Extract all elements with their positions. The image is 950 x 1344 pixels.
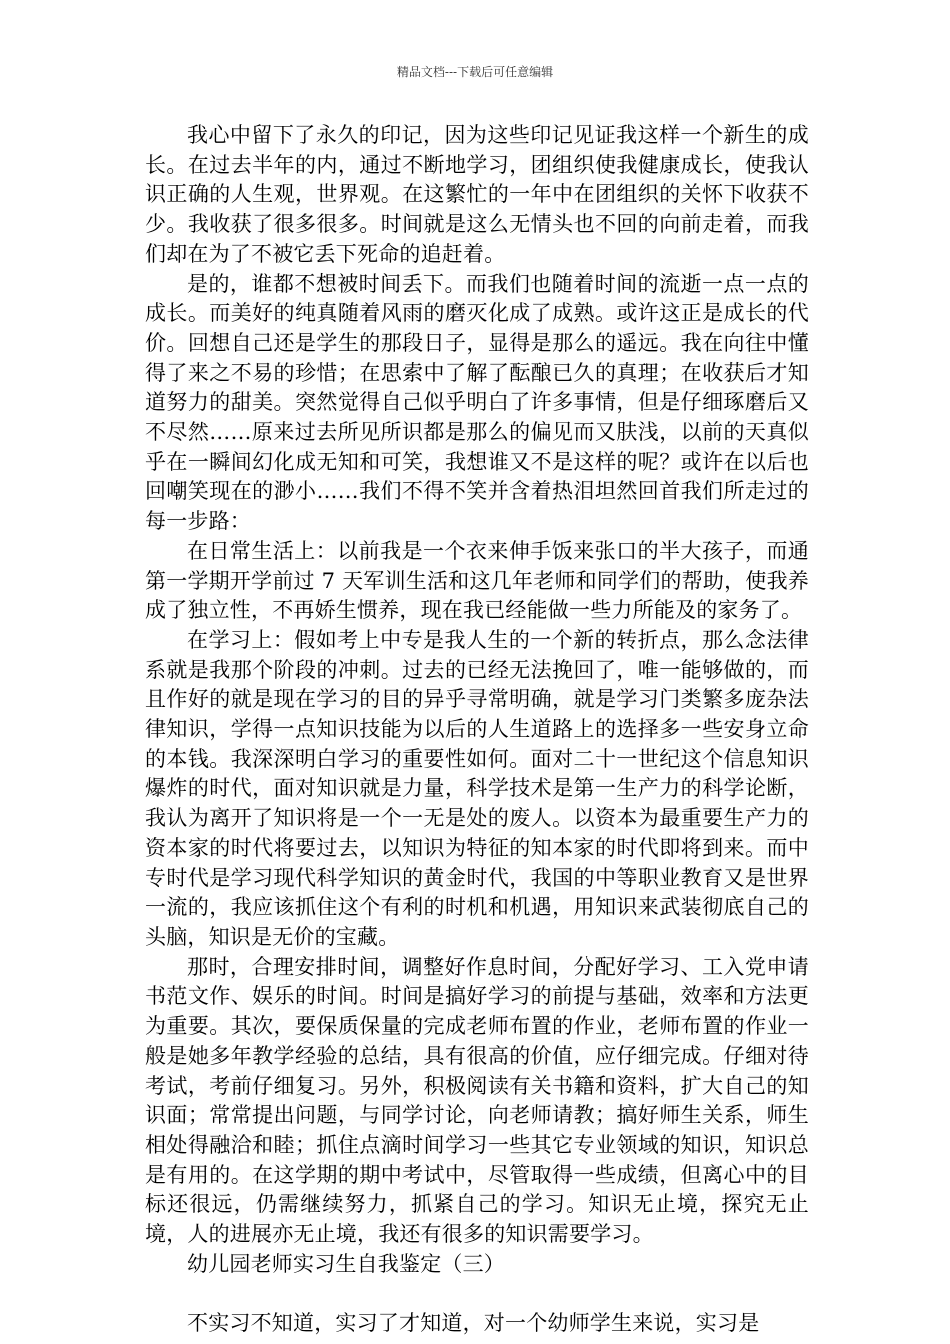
paragraph-3: 在日常生活上：以前我是一个衣来伸手饭来张口的半大孩子，而通第一学期开学前过 7 天军训生活和这几年老师和同学们的帮助，使我养成了独立性，不再娇生惯养，现在我已经能做一些力所能及的家务了。 bbox=[145, 538, 809, 623]
final-paragraph: 不实习不知道，实习了才知道，对一个幼师学生来说，实习是 bbox=[187, 1311, 760, 1336]
page-header: 精品文档---下载后可任意编辑 bbox=[396, 65, 554, 79]
paragraph-4: 在学习上：假如考上中专是我人生的一个新的转折点，那么念法律系就是我那个阶段的冲刺。过去的已经无法挽回了，唯一能够做的，而且作好的就是现在学习的目的异乎寻常明确，就是学习门类繁多庞杂法律知识，学得一点知识技能为以后的人生道路上的选择多一些安身立命的本钱。我深深明白学习的重要性如何。面对二十一世纪这个信息知识爆炸的时代，面对知识就是力量，科学技术是第一生产力的科学论断，我认为离开了知识将是一个一无是处的废人。以资本为最重要生产力的资本家的时代将要过去，以知识为特征的知本家的时代即将到来。而中专时代是学习现代科学知识的黄金时代，我国的中等职业教育又是世界一流的，我应该抓住这个有利的时机和机遇，用知识来武装彻底自己的头脑，知识是无价的宝藏。 bbox=[145, 627, 809, 949]
paragraph-1: 我心中留下了永久的印记，因为这些印记见证我这样一个新生的成长。在过去半年的内，通过不断地学习，团组织使我健康成长，使我认识正确的人生观，世界观。在这繁忙的一年中在团组织的关怀下收获不少。我收获了很多很多。时间就是这么无情头也不回的向前走着，而我们却在为了不被它丢下死命的追赶着。 bbox=[145, 123, 809, 266]
paragraph-gap bbox=[145, 1279, 809, 1309]
paragraph-5: 那时，合理安排时间，调整好作息时间，分配好学习、工入党申请书范文作、娱乐的时间。时间是搞好学习的前提与基础，效率和方法更为重要。其次，要保质保量的完成老师布置的作业，老师布置的作业一般是她多年教学经验的总结，具有很高的价值，应仔细完成。仔细对待考试，考前仔细复习。另外，积极阅读有关书籍和资料，扩大自己的知识面；常常提出问题，与同学讨论，向老师请教；搞好师生关系，师生相处得融洽和睦；抓住点滴时间学习一些其它专业领域的知识，知识总是有用的。在这学期的期中考试中，尽管取得一些成绩，但离心中的目标还很远，仍需继续努力，抓紧自己的学习。知识无止境，探究无止境，人的进展亦无止境，我还有很多的知识需要学习。 bbox=[145, 954, 809, 1247]
section-heading: 幼儿园老师实习生自我鉴定（三） bbox=[187, 1251, 505, 1276]
document-body bbox=[145, 121, 809, 1339]
paragraph-2: 是的，谁都不想被时间丢下。而我们也随着时间的流逝一点一点的成长。而美好的纯真随着风雨的磨灭化成了成熟。或许这正是成长的代价。回想自己还是学生的那段日子，显得是那么的遥远。我在向往中懂得了来之不易的珍惜；在思索中了解了酝酿已久的真理；在收获后才知道努力的甜美。突然觉得自己似乎明白了许多事情，但是仔细琢磨后又不尽然……原来过去所见所识都是那么的偏见而又肤浅，以前的天真似乎在一瞬间幻化成无知和可笑，我想谁又不是这样的呢？或许在以后也回嘲笑现在的渺小……我们不得不笑并含着热泪坦然回首我们所走过的每一步路： bbox=[145, 271, 809, 534]
